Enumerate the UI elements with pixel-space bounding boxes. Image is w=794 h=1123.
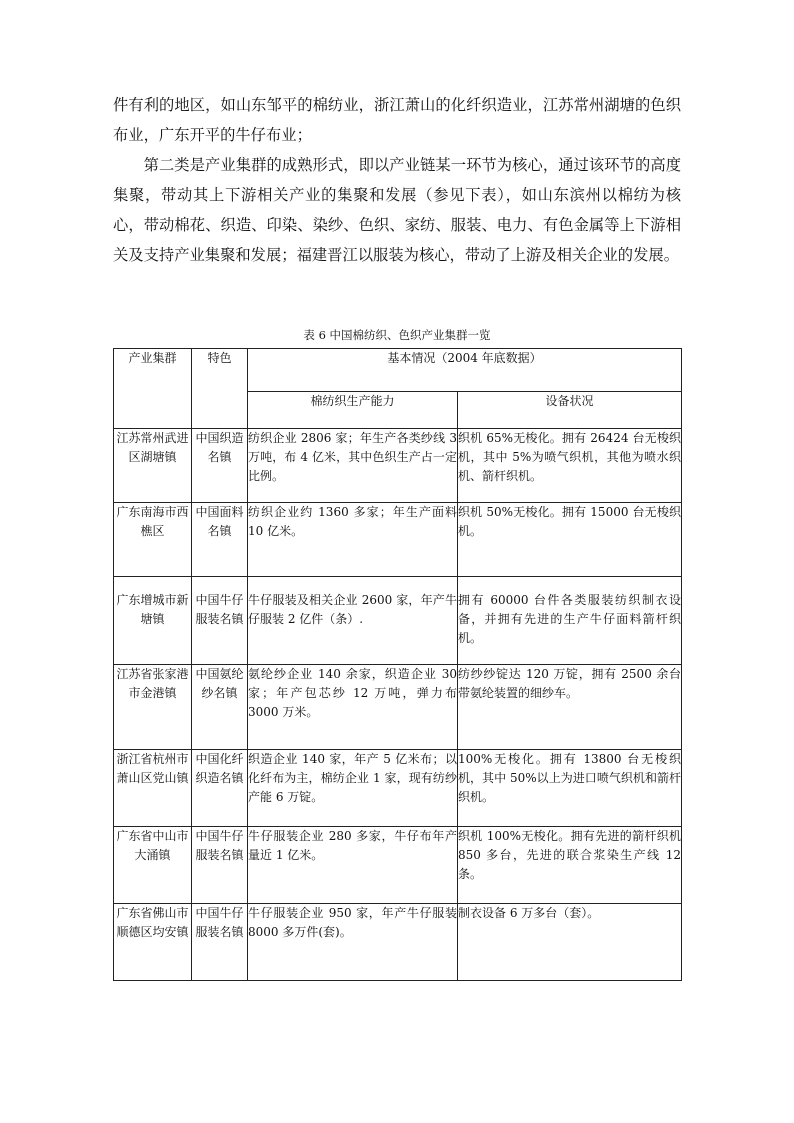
cluster-capacity: 氨纶纱企业 140 余家，织造企业 30 家；年产包芯纱 12 万吨，弹力布 3000 万米。 bbox=[248, 665, 458, 750]
cluster-name: 浙江省杭州市萧山区党山镇 bbox=[114, 750, 192, 827]
cluster-name: 广东南海市西樵区 bbox=[114, 503, 192, 577]
cluster-feature: 中国化纤织造名镇 bbox=[192, 750, 248, 827]
cluster-equipment: 织机 50%无梭化。拥有 15000 台无梭织机。 bbox=[458, 503, 682, 577]
table-row bbox=[114, 429, 682, 503]
body-text bbox=[113, 90, 681, 270]
cluster-capacity: 牛仔服装企业 280 多家，牛仔布年产量近 1 亿米。 bbox=[248, 827, 458, 904]
cluster-feature: 中国织造名镇 bbox=[192, 429, 248, 503]
cluster-name: 广东增城市新塘镇 bbox=[114, 577, 192, 665]
header-feature: 特色 bbox=[192, 349, 248, 429]
header-cluster: 产业集群 bbox=[114, 349, 192, 429]
cluster-capacity: 牛仔服装企业 950 家，年产牛仔服装 8000 多万件(套)。 bbox=[248, 904, 458, 981]
cluster-feature: 中国面料名镇 bbox=[192, 503, 248, 577]
table-row bbox=[114, 750, 682, 827]
cluster-equipment: 100%无梭化。拥有 13800 台无梭织机，其中 50%以上为进口喷气织机和箭杆织机。 bbox=[458, 750, 682, 827]
cluster-capacity: 牛仔服装及相关企业 2600 家，年产牛仔服装 2 亿件（条）. bbox=[248, 577, 458, 665]
paragraph-continuation: 件有利的地区，如山东邹平的棉纺业，浙江萧山的化纤织造业，江苏常州湖塘的色织布业，广东开平的牛仔布业； bbox=[113, 96, 681, 144]
cluster-feature: 中国牛仔服装名镇 bbox=[192, 904, 248, 981]
cluster-equipment: 织机 65%无梭化。拥有 26424 台无梭织机，其中 5%为喷气织机，其他为喷水织机、箭杆织机。 bbox=[458, 429, 682, 503]
cluster-table bbox=[113, 348, 682, 981]
cluster-capacity: 纺织企业 2806 家；年生产各类纱线 3 万吨，布 4 亿米，其中色织生产占一定比例。 bbox=[248, 429, 458, 503]
cluster-feature: 中国牛仔服装名镇 bbox=[192, 827, 248, 904]
table-row bbox=[114, 827, 682, 904]
header-basic-info: 基本情况（2004 年底数据） bbox=[248, 349, 682, 392]
cluster-feature: 中国牛仔服装名镇 bbox=[192, 577, 248, 665]
table-row bbox=[114, 577, 682, 665]
cluster-name: 广东省佛山市顺德区均安镇 bbox=[114, 904, 192, 981]
table-row bbox=[114, 665, 682, 750]
cluster-name: 江苏常州武进区湖塘镇 bbox=[114, 429, 192, 503]
table-row bbox=[114, 503, 682, 577]
cluster-name: 江苏省张家港市金港镇 bbox=[114, 665, 192, 750]
paragraph-second-category: 第二类是产业集群的成熟形式，即以产业链某一环节为核心，通过该环节的高度集聚，带动其上下游相关产业的集聚和发展（参见下表），如山东滨州以棉纺为核心，带动棉花、织造、印染、染纱、色织、家纺、服装、电力、有色金属等上下游相关及支持产业集聚和发展；福建晋江以服装为核心，带动了上游及相关企业的发展。 bbox=[113, 156, 681, 264]
cluster-feature: 中国氨纶纱名镇 bbox=[192, 665, 248, 750]
cluster-equipment: 纺纱纱锭达 120 万锭，拥有 2500 余台带氨纶装置的细纱车。 bbox=[458, 665, 682, 750]
cluster-capacity: 纺织企业约 1360 多家；年生产面料 10 亿米。 bbox=[248, 503, 458, 577]
header-capacity: 棉纺织生产能力 bbox=[248, 392, 458, 429]
cluster-equipment: 拥有 60000 台件各类服装纺织制衣设备，并拥有先进的生产牛仔面料箭杆织机。 bbox=[458, 577, 682, 665]
table-row bbox=[114, 904, 682, 981]
header-equipment: 设备状况 bbox=[458, 392, 682, 429]
cluster-name: 广东省中山市大涌镇 bbox=[114, 827, 192, 904]
table-caption: 表 6 中国棉纺织、色织产业集群一览 bbox=[303, 328, 491, 342]
cluster-equipment: 制衣设备 6 万多台（套）。 bbox=[458, 904, 682, 981]
cluster-capacity: 织造企业 140 家，年产 5 亿米布；以化纤布为主，棉纺企业 1 家，现有纺纱产能 6 万锭。 bbox=[248, 750, 458, 827]
cluster-equipment: 织机 100%无梭化。拥有先进的箭杆织机 850 多台，先进的联合浆染生产线 12 条。 bbox=[458, 827, 682, 904]
